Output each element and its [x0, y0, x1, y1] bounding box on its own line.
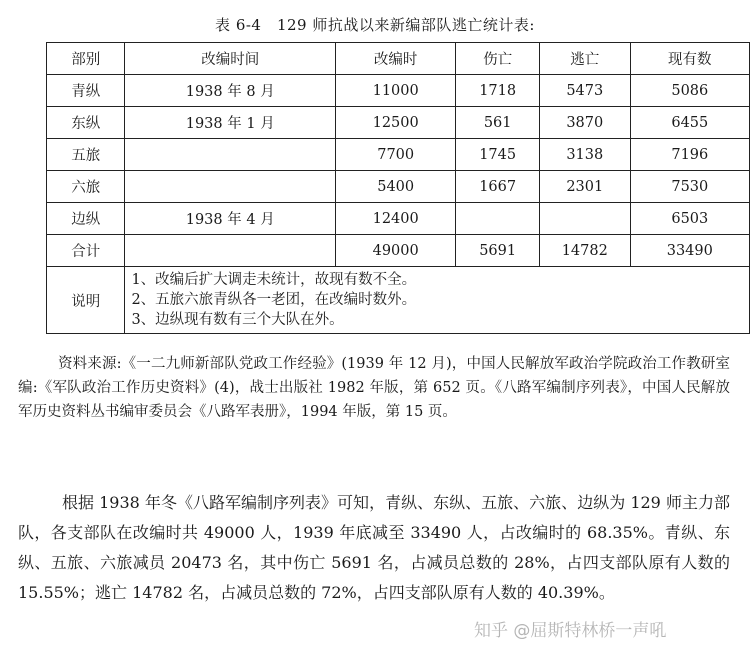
cell-reorg-date: 1938 年 1 月 — [125, 107, 336, 139]
cell-current: 7196 — [630, 139, 749, 171]
cell-desertions: 3870 — [539, 107, 630, 139]
cell-reorg-date — [125, 139, 336, 171]
cell-reorg-count: 12400 — [335, 203, 455, 235]
cell-casualties: 5691 — [456, 235, 540, 267]
table-header-row — [47, 43, 750, 75]
table-row — [47, 203, 750, 235]
cell-desertions: 2301 — [539, 171, 630, 203]
cell-reorg-count: 7700 — [335, 139, 455, 171]
header-unit: 部别 — [47, 43, 125, 75]
header-desertions: 逃亡 — [539, 43, 630, 75]
cell-reorg-count: 11000 — [335, 75, 455, 107]
note-item: 2、五旅六旅青纵各一老团，在改编时数外。 — [131, 292, 417, 308]
header-casualties: 伤亡 — [456, 43, 540, 75]
cell-unit: 东纵 — [47, 107, 125, 139]
table-caption: 表 6-4 129 师抗战以来新编部队逃亡统计表: — [215, 16, 535, 34]
cell-current: 6503 — [630, 203, 749, 235]
cell-reorg-count: 5400 — [335, 171, 455, 203]
table-row — [47, 107, 750, 139]
header-current: 现有数 — [630, 43, 749, 75]
table-row — [47, 139, 750, 171]
cell-casualties — [456, 203, 540, 235]
table-row — [47, 75, 750, 107]
cell-unit: 六旅 — [47, 171, 125, 203]
cell-unit: 青纵 — [47, 75, 125, 107]
table-total-row — [47, 235, 750, 267]
statistics-table — [46, 42, 750, 334]
cell-desertions: 14782 — [539, 235, 630, 267]
cell-unit: 边纵 — [47, 203, 125, 235]
body-paragraph: 根据 1938 年冬《八路军编制序列表》可知，青纵、东纵、五旅、六旅、边纵为 129 师主力部队，各支部队在改编时共 49000 人，1939 年底减至 33490 人，占改编时的 68.35%。青纵、东纵、五旅、六旅减员 20473 名，其中伤亡 5691 名，占减员总数的 28%，占四支部队原有人数的 15.55%；逃亡 14782 名，占减员总数的 72%，占四支部队原有人数的 40.39%。 — [18, 493, 730, 602]
cell-casualties: 1718 — [456, 75, 540, 107]
cell-casualties: 561 — [456, 107, 540, 139]
table-row — [47, 171, 750, 203]
cell-reorg-date — [125, 171, 336, 203]
cell-desertions: 3138 — [539, 139, 630, 171]
note-item: 3、边纵现有数有三个大队在外。 — [131, 312, 344, 328]
source-paragraph: 资料来源:《一二九师新部队党政工作经验》(1939 年 12 月)，中国人民解放军政治学院政治工作教研室编:《军队政治工作历史资料》(4)，战士出版社 1982 年版，第 652 页。《八路军编制序列表》，中国人民解放军历史资料丛书编审委员会《八路军表册》，1994 年版，第 15 页。 — [18, 356, 730, 420]
watermark: 知乎 @屈斯特林桥一声吼 — [474, 621, 667, 641]
header-reorg-date: 改编时间 — [125, 43, 336, 75]
header-reorg-count: 改编时 — [335, 43, 455, 75]
cell-reorg-count: 12500 — [335, 107, 455, 139]
notes-label: 说明 — [47, 267, 125, 334]
cell-casualties: 1745 — [456, 139, 540, 171]
note-item: 1、改编后扩大调走未统计，故现有数不全。 — [131, 272, 417, 288]
cell-reorg-date: 1938 年 4 月 — [125, 203, 336, 235]
cell-reorg-date — [125, 235, 336, 267]
cell-desertions — [539, 203, 630, 235]
cell-reorg-date: 1938 年 8 月 — [125, 75, 336, 107]
cell-current: 6455 — [630, 107, 749, 139]
cell-current: 33490 — [630, 235, 749, 267]
cell-unit: 五旅 — [47, 139, 125, 171]
cell-casualties: 1667 — [456, 171, 540, 203]
cell-current: 7530 — [630, 171, 749, 203]
table-notes-row — [47, 267, 750, 334]
cell-current: 5086 — [630, 75, 749, 107]
cell-desertions: 5473 — [539, 75, 630, 107]
notes-cell — [125, 267, 750, 334]
cell-reorg-count: 49000 — [335, 235, 455, 267]
cell-unit: 合计 — [47, 235, 125, 267]
